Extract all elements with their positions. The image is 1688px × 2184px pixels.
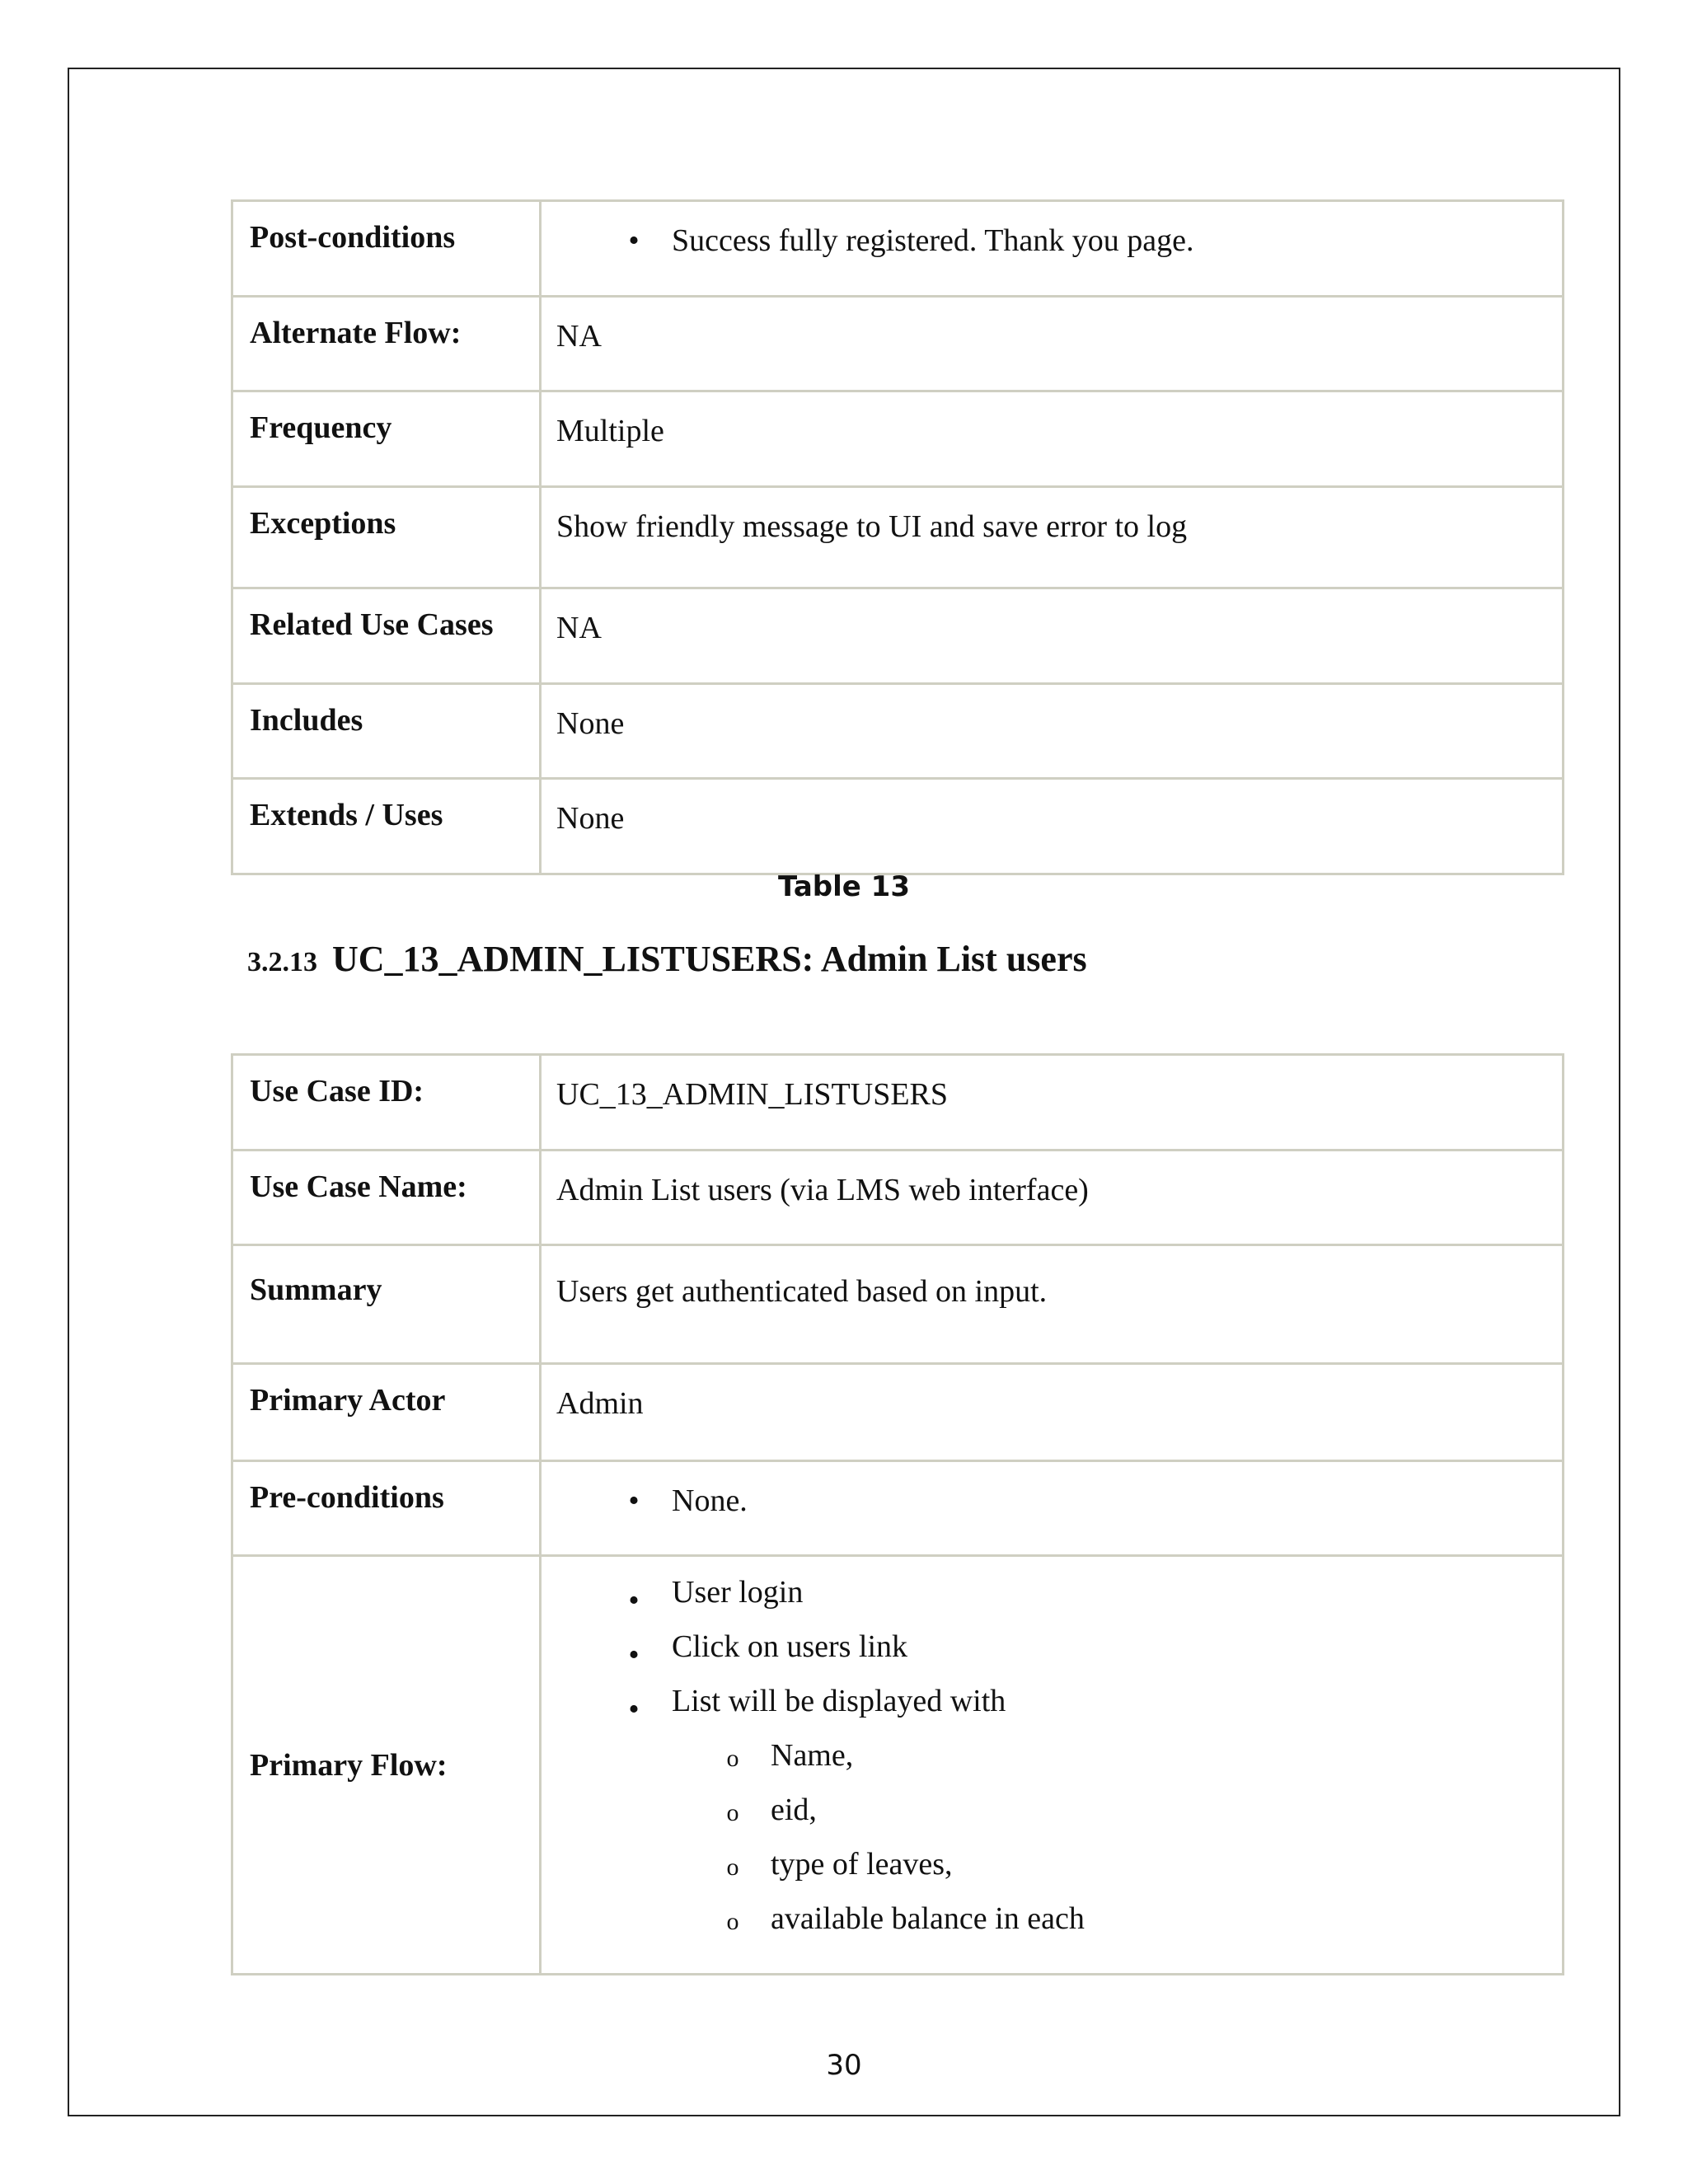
primary-flow-list [556,1565,1547,1728]
row-value: None [541,684,1564,779]
bullet-text: None. [672,1483,748,1518]
row-label: Related Use Cases [232,588,541,684]
table-row [232,779,1564,874]
bullet-icon: • [628,1638,640,1672]
sub-bullet-item [556,1728,1547,1783]
bullet-text: Success fully registered. Thank you page. [672,223,1194,258]
table-row [232,588,1564,684]
primary-flow-sublist [556,1728,1547,1946]
row-value [541,1461,1564,1556]
bullet-icon: • [628,1692,640,1727]
table-row [232,1461,1564,1556]
section-number: 3.2.13 [247,947,317,977]
bullet-text: Click on users link [672,1629,908,1664]
sub-bullet-item [556,1783,1547,1837]
use-case-table [231,1053,1564,1975]
row-value: Users get authenticated based on input. [541,1245,1564,1364]
sub-bullet-text: type of leaves, [771,1847,953,1882]
circle-bullet-icon: o [726,1799,739,1826]
row-value: Admin [541,1364,1564,1461]
bullet-text: List will be displayed with [672,1684,1006,1718]
row-value: None [541,779,1564,874]
page-number: 30 [826,2049,862,2082]
row-value: NA [541,297,1564,391]
row-label: Includes [232,684,541,779]
row-label: Pre-conditions [232,1461,541,1556]
table-row [232,297,1564,391]
bullet-icon: • [628,1583,640,1618]
sub-bullet-text: eid, [771,1793,817,1827]
row-value: UC_13_ADMIN_LISTUSERS [541,1055,1564,1151]
bullet-text: User login [672,1575,804,1610]
row-value: NA [541,588,1564,684]
row-label: Post-conditions [232,201,541,297]
row-value [541,201,1564,297]
table-row [232,1151,1564,1245]
row-label: Summary [232,1245,541,1364]
row-value: Multiple [541,391,1564,487]
bullet-item [556,1482,1547,1520]
row-value: Show friendly message to UI and save error to log [541,487,1564,588]
bullet-icon: • [628,223,640,258]
row-label: Primary Actor [232,1364,541,1461]
row-label: Use Case Name: [232,1151,541,1245]
bullet-item [556,1619,1547,1674]
row-label: Frequency [232,391,541,487]
row-label: Use Case ID: [232,1055,541,1151]
use-case-table-previous [231,199,1564,875]
row-label: Exceptions [232,487,541,588]
circle-bullet-icon: o [726,1854,739,1881]
table-row [232,1364,1564,1461]
row-label: Alternate Flow: [232,297,541,391]
row-label: Extends / Uses [232,779,541,874]
circle-bullet-icon: o [726,1745,739,1772]
sub-bullet-item [556,1891,1547,1946]
bullet-item [556,1565,1547,1619]
table-row [232,201,1564,297]
table-caption: Table 13 [778,870,910,903]
table-row [232,684,1564,779]
sub-bullet-text: available balance in each [771,1901,1085,1936]
circle-bullet-icon: o [726,1908,739,1935]
table-row [232,1055,1564,1151]
bullet-icon: • [628,1483,640,1518]
section-title: UC_13_ADMIN_LISTUSERS: Admin List users [332,939,1087,979]
sub-bullet-item [556,1837,1547,1891]
table-row [232,487,1564,588]
sub-bullet-text: Name, [771,1738,854,1773]
row-value: Admin List users (via LMS web interface) [541,1151,1564,1245]
row-value [541,1556,1564,1975]
row-label: Primary Flow: [232,1556,541,1975]
table-row [232,1245,1564,1364]
section-heading [247,938,1087,980]
table-row [232,1556,1564,1975]
bullet-item [556,222,1547,260]
bullet-item [556,1674,1547,1728]
table-row [232,391,1564,487]
